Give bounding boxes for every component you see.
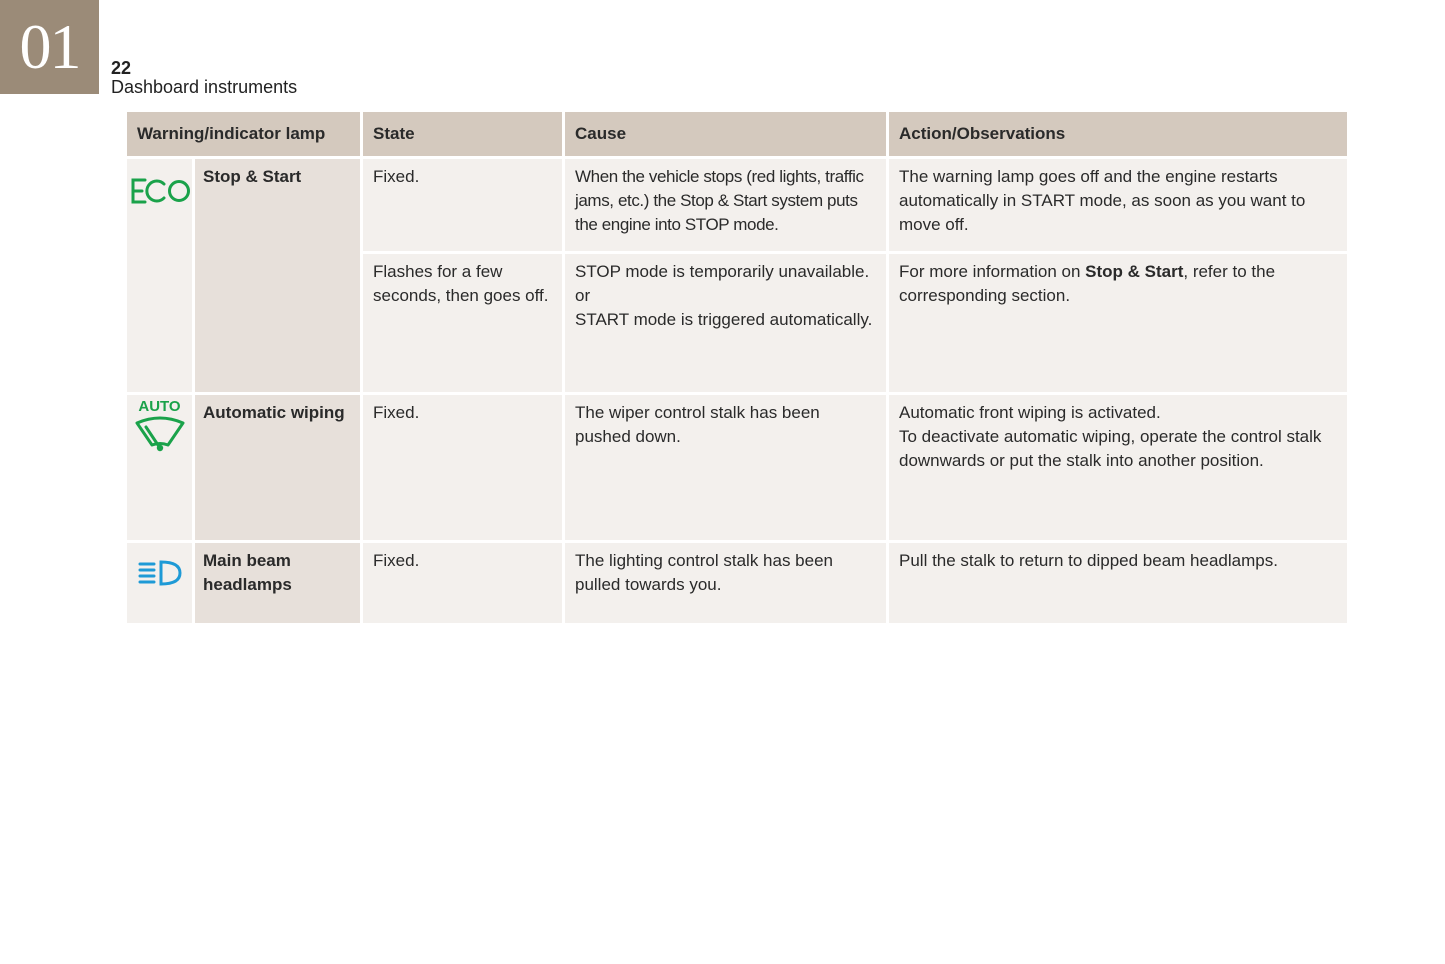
action-cell: Pull the stalk to return to dipped beam headlamps. bbox=[888, 542, 1349, 625]
lamp-name-automatic-wiping: Automatic wiping bbox=[194, 394, 362, 542]
action-text-prefix: For more information on bbox=[899, 262, 1086, 281]
cause-line: START mode is triggered automatically. bbox=[575, 310, 873, 329]
action-cell: The warning lamp goes off and the engine restarts automatically in START mode, as soon as you want to move off. bbox=[888, 158, 1349, 253]
table-row bbox=[126, 158, 1349, 253]
action-text-bold: Stop & Start bbox=[1085, 262, 1184, 281]
cause-cell: The wiper control stalk has been pushed down. bbox=[564, 394, 888, 542]
state-cell: Flashes for a few seconds, then goes off. bbox=[362, 253, 564, 394]
cause-text: When the vehicle stops (red lights, traffic jams, etc.) the Stop & Start system puts the engine into STOP mode. bbox=[575, 167, 864, 234]
auto-wiper-icon bbox=[134, 415, 186, 453]
eco-icon bbox=[129, 177, 191, 205]
chapter-tab: 01 bbox=[0, 0, 99, 94]
warning-lamp-table bbox=[124, 109, 1350, 626]
column-header-lamp: Warning/indicator lamp bbox=[126, 111, 362, 158]
action-line: To deactivate automatic wiping, operate the control stalk downwards or put the stalk into another position. bbox=[899, 427, 1322, 470]
lamp-icon-cell bbox=[126, 394, 194, 542]
table-header-row bbox=[126, 111, 1349, 158]
state-cell: Fixed. bbox=[362, 394, 564, 542]
table-row bbox=[126, 542, 1349, 625]
cause-cell bbox=[564, 253, 888, 394]
lamp-name-stop-start: Stop & Start bbox=[194, 158, 362, 394]
cause-cell: The lighting control stalk has been pulled towards you. bbox=[564, 542, 888, 625]
lamp-name-main-beam: Main beam headlamps bbox=[194, 542, 362, 625]
action-cell bbox=[888, 253, 1349, 394]
cause-line: or bbox=[575, 286, 591, 305]
page-number: 22 bbox=[111, 58, 132, 78]
lamp-icon-cell bbox=[126, 542, 194, 625]
state-cell: Fixed. bbox=[362, 158, 564, 253]
cause-cell bbox=[564, 158, 888, 253]
main-beam-icon bbox=[137, 559, 183, 587]
state-cell: Fixed. bbox=[362, 542, 564, 625]
action-line: Automatic front wiping is activated. bbox=[899, 403, 1161, 422]
auto-label: AUTO bbox=[138, 398, 181, 415]
lamp-icon-cell bbox=[126, 158, 194, 394]
action-cell bbox=[888, 394, 1349, 542]
table-row bbox=[126, 394, 1349, 542]
column-header-action: Action/Observations bbox=[888, 111, 1349, 158]
section-title: Dashboard instruments bbox=[111, 77, 298, 97]
column-header-cause: Cause bbox=[564, 111, 888, 158]
cause-line: STOP mode is temporarily unavailable. bbox=[575, 262, 870, 281]
action-text-suffix: , refer to the corresponding section. bbox=[899, 262, 1276, 305]
column-header-state: State bbox=[362, 111, 564, 158]
